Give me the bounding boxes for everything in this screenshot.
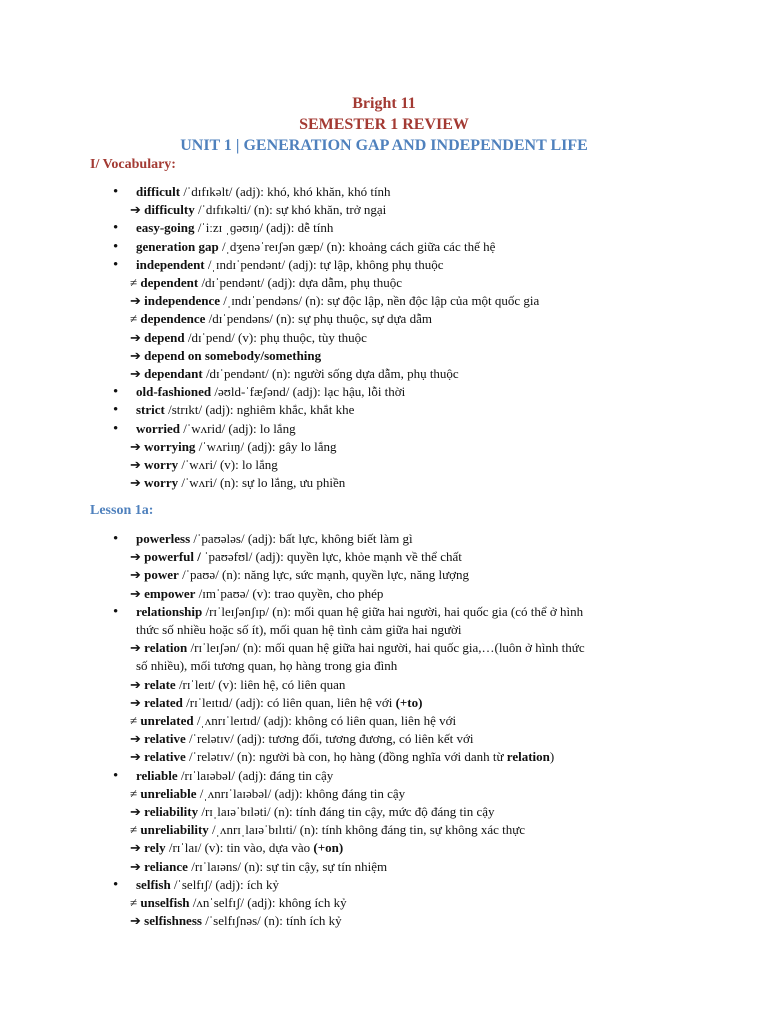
vocab-note: (+on)	[313, 840, 344, 856]
vocab-word: difficult	[136, 184, 181, 199]
arrow-icon: ➔	[130, 804, 145, 820]
vocab-entry	[0, 219, 768, 237]
vocab-entry	[0, 785, 768, 803]
vocab-definition: /dɪˈpend/ (v): phụ thuộc, tùy thuộc	[184, 329, 367, 345]
arrow-icon: ➔	[130, 694, 145, 710]
vocabulary-list	[0, 183, 768, 492]
vocab-word: easy-going	[136, 220, 195, 236]
vocab-entry	[0, 310, 768, 328]
vocab-word: depend on somebody/something	[144, 347, 322, 363]
not-equal-symbol: ≠	[130, 275, 141, 291]
vocab-entry	[0, 894, 768, 912]
arrow-icon: ➔	[130, 329, 145, 345]
vocab-entry	[0, 730, 768, 748]
not-equal-symbol: ≠	[130, 311, 141, 327]
vocab-entry	[0, 474, 768, 492]
vocab-entry	[0, 676, 768, 694]
vocab-entry	[0, 639, 768, 657]
arrow-icon: ➔	[130, 913, 145, 929]
arrow-icon: ➔	[130, 731, 145, 747]
vocab-definition: /ˈwʌrid/ (adj): lo lắng	[180, 420, 296, 436]
vocab-definition: /ˌʌnrɪˈleɪtɪd/ (adj): không có liên quan, liên hệ với	[193, 713, 457, 729]
arrow-icon: ➔	[130, 676, 145, 692]
vocab-entry	[0, 912, 768, 930]
vocab-entry	[0, 876, 768, 894]
arrow-icon: ➔	[130, 366, 145, 382]
vocab-entry	[0, 456, 768, 474]
vocab-word: generation gap	[136, 238, 219, 254]
arrow-icon: ➔	[130, 438, 145, 454]
vocab-entry	[0, 839, 768, 857]
vocab-definition: /rɪˈlaɪəbəl/ (adj): đáng tin cậy	[177, 767, 334, 783]
vocab-definition: /rɪˈlaɪəns/ (n): sự tin cậy, sự tín nhiệm	[187, 858, 388, 874]
vocab-tail: )	[549, 749, 555, 765]
vocab-definition: /rɪˈlaɪ/ (v): tin vào, dựa vào	[165, 840, 314, 856]
vocab-definition: /dɪˈpendənt/ (adj): dựa dẫm, phụ thuộc	[198, 275, 402, 291]
vocab-entry	[0, 858, 768, 876]
unit-heading: UNIT 1 | GENERATION GAP AND INDEPENDENT LIFE	[180, 137, 588, 154]
vocab-definition: /ˈrelətɪv/ (adj): tương đối, tương đương, có liên kết với	[185, 731, 474, 747]
vocab-word: depend	[144, 329, 185, 345]
vocab-word: unreliability	[140, 822, 209, 838]
lesson-vocabulary-list	[0, 530, 768, 930]
vocab-word: worrying	[144, 438, 196, 454]
vocabulary-heading: I/ Vocabulary:	[90, 157, 176, 172]
vocab-word: rely	[144, 840, 166, 856]
vocab-definition: /əʊld-ˈfæʃənd/ (adj): lạc hậu, lỗi thời	[211, 384, 406, 400]
vocab-definition: /ɪmˈpaʊə/ (v): trao quyền, cho phép	[195, 585, 384, 601]
vocab-word: unrelated	[140, 713, 194, 729]
vocab-definition: /rɪˈleɪʃənʃɪp/ (n): mối quan hệ giữa hai người, hai quốc gia (có thể ở hình	[202, 603, 584, 619]
vocab-word: worried	[136, 420, 181, 436]
vocab-word: empower	[144, 585, 196, 601]
vocab-word: powerless	[136, 531, 191, 546]
vocab-word: unselfish	[140, 895, 190, 911]
vocab-entry	[0, 274, 768, 292]
vocab-entry	[0, 585, 768, 603]
vocab-word: reliability	[144, 804, 199, 820]
vocab-definition: /ʌnˈselfɪʃ/ (adj): không ích kỷ	[189, 895, 347, 911]
vocab-definition: /ˌɪndɪˈpendəns/ (n): sự độc lập, nền độc lập của một quốc gia	[220, 293, 540, 309]
vocab-word: relationship	[136, 603, 203, 619]
arrow-icon: ➔	[130, 347, 145, 363]
vocab-entry	[0, 548, 768, 566]
vocab-definition: /ˈiːzɪ ˌɡəʊɪŋ/ (adj): dễ tính	[194, 220, 334, 236]
vocab-entry	[0, 767, 768, 785]
arrow-icon: ➔	[130, 202, 145, 218]
vocab-definition: số nhiều), mối tương quan, họ hàng trong gia đình	[136, 658, 398, 674]
vocab-definition: thức số nhiều hoặc số ít), mối quan hệ tình cảm giữa hai người	[136, 622, 462, 638]
arrow-icon: ➔	[130, 640, 145, 656]
arrow-icon: ➔	[130, 549, 145, 565]
vocab-entry	[0, 530, 768, 548]
vocab-definition: /rɪˈleɪt/ (v): liên hệ, có liên quan	[175, 676, 346, 692]
vocab-word: independent	[136, 256, 205, 272]
vocab-definition: /ˈwʌriɪŋ/ (adj): gây lo lắng	[195, 438, 337, 454]
vocab-word: relative	[144, 749, 186, 765]
vocab-definition: /rɪˌlaɪəˈbɪləti/ (n): tính đáng tin cậy, mức độ đáng tin cậy	[198, 804, 495, 820]
arrow-icon: ➔	[130, 293, 145, 309]
vocab-entry	[0, 420, 768, 438]
vocab-entry	[0, 821, 768, 839]
vocab-word: powerful /	[144, 549, 201, 565]
vocab-definition: /ˈwʌri/ (v): lo lắng	[178, 457, 278, 473]
arrow-icon: ➔	[130, 567, 145, 583]
vocab-definition: /ˌʌnrɪˈlaɪəbəl/ (adj): không đáng tin cậy	[196, 785, 406, 801]
vocab-word: worry	[144, 475, 179, 491]
vocab-entry	[0, 183, 768, 201]
vocab-word: worry	[144, 457, 179, 473]
vocab-entry	[0, 566, 768, 584]
vocab-definition: /rɪˈleɪʃən/ (n): mối quan hệ giữa hai người, hai quốc gia,…(luôn ở hình thức	[187, 640, 585, 656]
vocab-entry	[0, 603, 768, 621]
vocab-definition: /ˌʌnrɪˌlaɪəˈbɪlɪti/ (n): tính không đáng tin, sự không xác thực	[208, 822, 526, 838]
vocab-note: relation	[506, 749, 550, 765]
vocab-word: relate	[144, 676, 176, 692]
vocab-entry	[0, 329, 768, 347]
vocab-entry	[0, 621, 768, 639]
vocab-definition: /dɪˈpendənt/ (n): người sống dựa dẫm, phụ thuộc	[202, 366, 459, 382]
vocab-word: relative	[144, 731, 186, 747]
not-equal-symbol: ≠	[130, 822, 141, 838]
vocab-entry	[0, 712, 768, 730]
arrow-icon: ➔	[130, 475, 145, 491]
vocab-word: old-fashioned	[136, 384, 212, 400]
vocab-entry	[0, 238, 768, 256]
vocab-word: power	[144, 567, 179, 583]
vocab-word: dependence	[140, 311, 206, 327]
vocab-definition: /rɪˈleɪtɪd/ (adj): có liên quan, liên hệ với	[182, 694, 396, 710]
not-equal-symbol: ≠	[130, 785, 141, 801]
arrow-icon: ➔	[130, 840, 145, 856]
vocab-word: difficulty	[144, 202, 195, 218]
vocab-entry	[0, 292, 768, 310]
vocab-word: related	[144, 694, 183, 710]
vocab-word: reliance	[144, 858, 188, 874]
vocab-definition: /ˈpaʊələs/ (adj): bất lực, không biết làm gì	[190, 531, 413, 546]
vocab-entry	[0, 438, 768, 456]
vocab-entry	[0, 694, 768, 712]
vocab-definition: /ˈselfɪʃnəs/ (n): tính ích kỷ	[201, 913, 342, 929]
arrow-icon: ➔	[130, 585, 145, 601]
vocab-definition: /ˈdɪfɪkəlti/ (n): sự khó khăn, trở ngại	[194, 202, 387, 218]
lesson-heading: Lesson 1a:	[90, 503, 154, 518]
vocab-definition: /ˈrelətɪv/ (n): người bà con, họ hàng (đồng nghĩa với danh từ	[185, 749, 507, 765]
vocab-definition: /ˈdɪfɪkəlt/ (adj): khó, khó khăn, khó tính	[180, 184, 391, 199]
arrow-icon: ➔	[130, 749, 145, 765]
vocab-entry	[0, 201, 768, 219]
vocab-entry	[0, 365, 768, 383]
vocab-definition: /ˌɪndɪˈpendənt/ (adj): tự lập, không phụ thuộc	[204, 256, 444, 272]
vocab-word: reliable	[136, 767, 178, 783]
vocab-definition: /ˈwʌri/ (n): sự lo lắng, ưu phiền	[178, 475, 346, 491]
vocab-entry	[0, 657, 768, 675]
vocab-word: independence	[144, 293, 220, 309]
vocab-entry	[0, 256, 768, 274]
vocab-definition: /ˌdʒenəˈreɪʃən ɡæp/ (n): khoảng cách giữa các thế hệ	[218, 238, 496, 254]
vocab-word: dependant	[144, 366, 203, 382]
vocab-definition: /ˈselfɪʃ/ (adj): ích kỷ	[170, 876, 279, 892]
vocab-definition: /dɪˈpendəns/ (n): sự phụ thuộc, sự dựa dẫm	[205, 311, 432, 327]
vocab-entry	[0, 748, 768, 766]
vocab-word: relation	[144, 640, 188, 656]
vocab-word: selfish	[136, 876, 171, 892]
vocab-definition: /ˈpaʊə/ (n): năng lực, sức mạnh, quyền lực, năng lượng	[178, 567, 470, 583]
vocab-entry	[0, 347, 768, 365]
arrow-icon: ➔	[130, 457, 145, 473]
document-subtitle: SEMESTER 1 REVIEW	[299, 116, 469, 133]
document-title: Bright 11	[352, 95, 416, 112]
not-equal-symbol: ≠	[130, 713, 141, 729]
vocab-note: (+to)	[395, 694, 423, 710]
vocab-entry	[0, 401, 768, 419]
vocab-word: strict	[136, 402, 165, 418]
vocab-definition: /strɪkt/ (adj): nghiêm khắc, khắt khe	[164, 402, 355, 418]
vocab-entry	[0, 383, 768, 401]
vocab-definition: ˈpaʊəfʊl/ (adj): quyền lực, khỏe mạnh về thể chất	[200, 549, 462, 565]
vocab-entry	[0, 803, 768, 821]
arrow-icon: ➔	[130, 858, 145, 874]
not-equal-symbol: ≠	[130, 895, 141, 911]
vocab-word: selfishness	[144, 913, 202, 929]
vocab-word: dependent	[140, 275, 199, 291]
vocab-word: unreliable	[140, 785, 197, 801]
